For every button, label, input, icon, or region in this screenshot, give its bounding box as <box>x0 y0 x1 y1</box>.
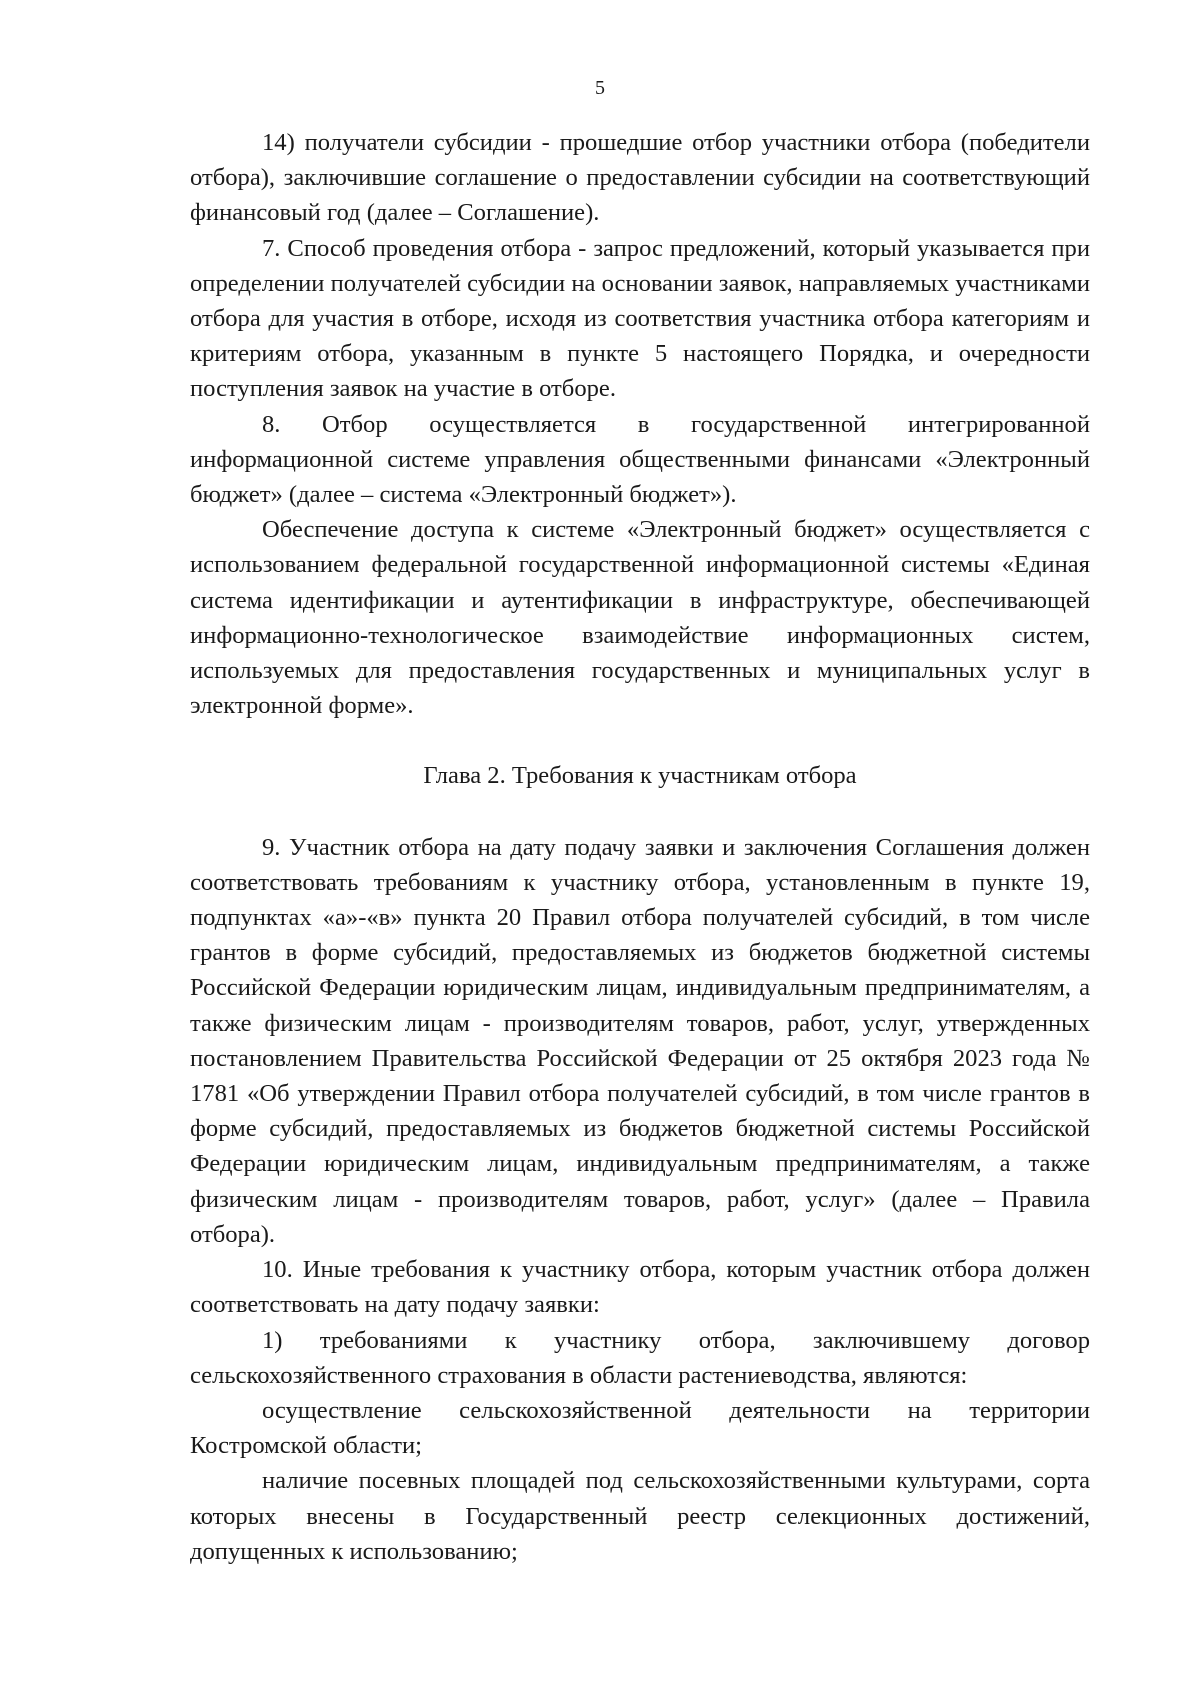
paragraph-10: 10. Иные требования к участнику отбора, которым участник отбора должен соответствовать на дату подачу заявки: <box>190 1256 1090 1319</box>
paragraph-10-1-areas: наличие посевных площадей под сельскохозяйственными культурами, сорта которых внесены в Государственный реестр селекционных достижений, допущенных к использованию; <box>190 1467 1090 1565</box>
paragraph-8: 8. Отбор осуществляется в государственной интегрированной информационной системе управления общественными финансами «Электронный бюджет» (далее – система «Электронный бюджет»). <box>190 410 1090 509</box>
paragraph-10-1-territory: осуществление сельскохозяйственной деятельности на территории Костромской области; <box>190 1396 1090 1460</box>
paragraph-9: 9. Участник отбора на дату подачу заявки и заключения Соглашения должен соответствовать требованиям к участнику отбора, установленным в пункте 19, подпунктах «а»-«в» пункта 20 Правил отбора получателей субсидий, в том числе грантов в форме субсидий, предоставляемых из бюджетов бюджетной системы Российской Федерации юридическим лицам, индивидуальным предпринимателям, а также физическим лицам - производителям товаров, работ, услуг, утвержденных постановлением Правительства Российской Федерации от 25 октября 2023 года № 1781 «Об утверждении Правил отбора получателей субсидий, в том числе грантов в форме субсидий, предоставляемых из бюджетов бюджетной системы Российской Федерации юридическим лицам, индивидуальным предпринимателям, а также физическим лицам - производителям товаров, работ, услуг» (далее – Правила отбора). <box>190 833 1090 1248</box>
paragraph-item-14: 14) получатели субсидии - прошедшие отбор участники отбора (победители отбора), заключившие соглашение о предоставлении субсидии на соответствующий финансовый год (далее – Соглашение). <box>190 129 1090 227</box>
document-body <box>190 125 1090 1569</box>
chapter-title: Глава 2. Требования к участникам отбора <box>423 762 857 790</box>
paragraph-7: 7. Способ проведения отбора - запрос предложений, который указывается при определении получателей субсидии на основании заявок, направляемых участниками отбора для участия в отборе, исходя из соответствия участника отбора категориям и критериям отбора, указанным в пункте 5 настоящего Порядка, и очередности поступления заявок на участие в отборе. <box>190 234 1090 403</box>
paragraph-8-access: Обеспечение доступа к системе «Электронный бюджет» осуществляется с использованием федеральной государственной информационной системы «Единая система идентификации и аутентификации в инфраструктуре, обеспечивающей информационно-технологическое взаимодействие информационных систем, используемых для предоставления государственных и муниципальных услуг в электронной форме». <box>190 516 1090 720</box>
page-number: 5 <box>595 77 605 99</box>
paragraph-10-1: 1) требованиями к участнику отбора, заключившему договор сельскохозяйственного страхования в области растениеводства, являются: <box>190 1326 1090 1389</box>
